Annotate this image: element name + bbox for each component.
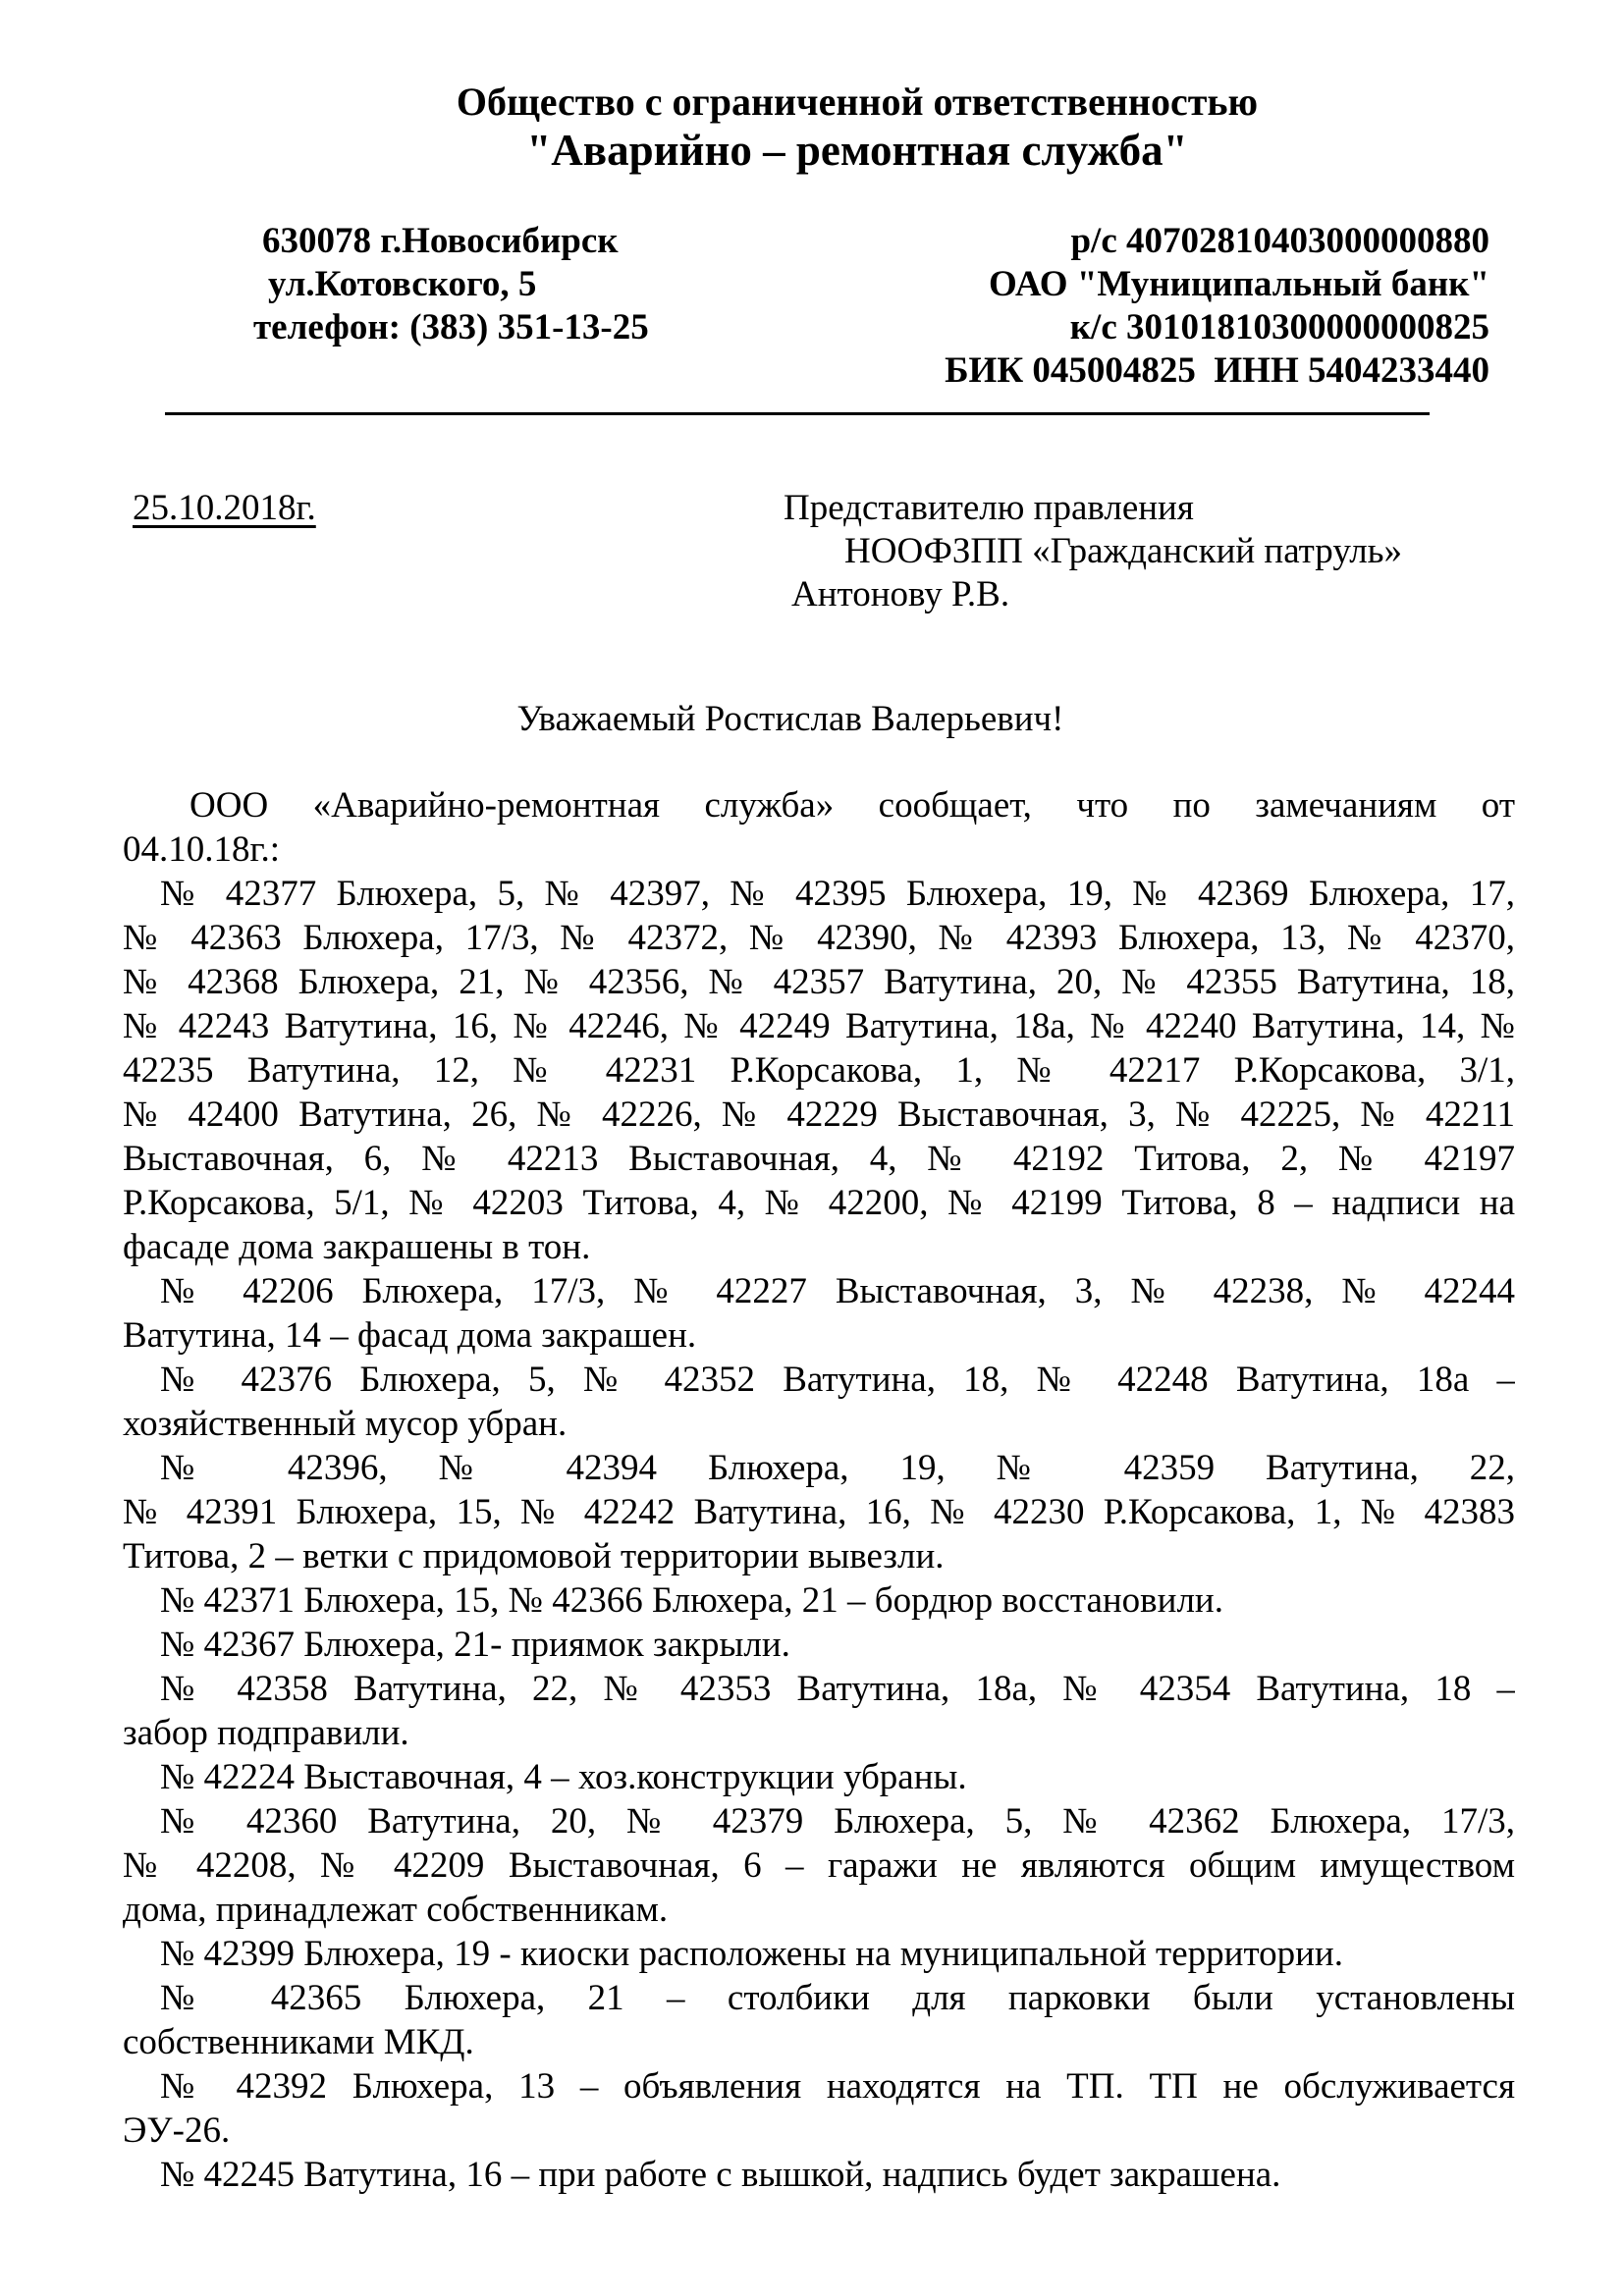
body-line: № 42367 Блюхера, 21- приямок закрыли.	[160, 1625, 790, 1665]
body-line: № 42360 Ватутина, 20, № 42379 Блюхера, 5, № 42362 Блюхера, 17/3,	[160, 1801, 1515, 1842]
addressee-line: Антонову Р.В.	[791, 574, 1010, 614]
salutation: Уважаемый Ростислав Валерьевич!	[516, 699, 1064, 739]
body-line: № 42368 Блюхера, 21, № 42356, № 42357 Ватутина, 20, № 42355 Ватутина, 18,	[123, 962, 1515, 1002]
body-line: Титова, 2 – ветки с придомовой территории вывезли.	[123, 1536, 945, 1576]
body-line: № 42245 Ватутина, 16 – при работе с вышкой, надпись будет закрашена.	[160, 2155, 1281, 2195]
addressee-block	[784, 487, 1402, 616]
body-line: № 42400 Ватутина, 26, № 42226, № 42229 Выставочная, 3, № 42225, № 42211	[123, 1095, 1515, 1135]
bank-bik-inn-line: БИК 045004825 ИНН 5404233440	[945, 350, 1489, 391]
body-line: хозяйственный мусор убран.	[123, 1404, 568, 1444]
letterhead-bank-details	[802, 220, 1489, 393]
letterhead-org-type: Общество с ограниченной ответственностью	[456, 80, 1259, 124]
body-line: № 42396, № 42394 Блюхера, 19, № 42359 Ватутина, 22,	[160, 1448, 1515, 1488]
body-line: № 42391 Блюхера, 15, № 42242 Ватутина, 16, № 42230 Р.Корсакова, 1, № 42383	[123, 1492, 1515, 1532]
body-line: № 42358 Ватутина, 22, № 42353 Ватутина, 18а, № 42354 Ватутина, 18 –	[160, 1669, 1515, 1709]
body-line: фасаде дома закрашены в тон.	[123, 1227, 591, 1267]
body-line: № 42363 Блюхера, 17/3, № 42372, № 42390, № 42393 Блюхера, 13, № 42370,	[123, 918, 1515, 958]
body-line: Р.Корсакова, 5/1, № 42203 Титова, 4, № 42200, № 42199 Титова, 8 – надписи на	[123, 1183, 1515, 1223]
letterhead-org-name: "Аварийно – ремонтная служба"	[526, 126, 1188, 175]
letterhead-phone-line: телефон: (383) 351-13-25	[253, 307, 649, 347]
body-line: № 42399 Блюхера, 19 - киоски расположены на муниципальной территории.	[160, 1934, 1343, 1974]
body-line: № 42208, № 42209 Выставочная, 6 – гаражи не являются общим имуществом	[123, 1845, 1515, 1886]
body-line: ООО «Аварийно-ремонтная служба» сообщает, что по замечаниям от	[189, 785, 1515, 826]
body-line: Выставочная, 6, № 42213 Выставочная, 4, № 42192 Титова, 2, № 42197	[123, 1139, 1515, 1179]
body-line: № 42392 Блюхера, 13 – объявления находятся на ТП. ТП не обслуживается	[160, 2066, 1515, 2107]
addressee-line: НООФЗПП «Гражданский патруль»	[844, 531, 1403, 571]
body-line: забор подправили.	[123, 1713, 409, 1753]
body-line: № 42376 Блюхера, 5, № 42352 Ватутина, 18, № 42248 Ватутина, 18а –	[160, 1360, 1515, 1400]
letterhead-divider	[165, 412, 1430, 415]
letterhead-address-line: ул.Котовского, 5	[268, 264, 537, 304]
body-line: ЭУ-26.	[123, 2110, 231, 2151]
bank-account-line: р/с 40702810403000000880	[1070, 221, 1489, 261]
body-line: № 42365 Блюхера, 21 – столбики для парковки были установлены	[160, 1978, 1515, 2018]
bank-name-line: ОАО "Муниципальный банк"	[988, 264, 1489, 304]
addressee-line: Представителю правления	[784, 488, 1194, 528]
body-line: дома, принадлежат собственникам.	[123, 1890, 669, 1930]
body-line: 42235 Ватутина, 12, № 42231 Р.Корсакова, 1, № 42217 Р.Корсакова, 3/1,	[123, 1050, 1515, 1091]
body-line: № 42377 Блюхера, 5, № 42397, № 42395 Блюхера, 19, № 42369 Блюхера, 17,	[160, 874, 1515, 914]
letter-body	[123, 783, 1515, 2197]
letter-date: 25.10.2018г.	[133, 488, 316, 528]
bank-corr-account-line: к/с 30101810300000000825	[1069, 307, 1489, 347]
body-line: № 42224 Выставочная, 4 – хоз.конструкции убраны.	[160, 1757, 967, 1797]
body-line: № 42243 Ватутина, 16, № 42246, № 42249 Ватутина, 18а, № 42240 Ватутина, 14, №	[123, 1006, 1515, 1046]
body-line: Ватутина, 14 – фасад дома закрашен.	[123, 1315, 697, 1356]
body-line: № 42371 Блюхера, 15, № 42366 Блюхера, 21 – бордюр восстановили.	[160, 1580, 1223, 1621]
body-line: № 42206 Блюхера, 17/3, № 42227 Выставочная, 3, № 42238, № 42244	[160, 1271, 1515, 1311]
letterhead-address-line: 630078 г.Новосибирск	[262, 221, 619, 261]
body-line: 04.10.18г.:	[123, 829, 281, 870]
body-line: собственниками МКД.	[123, 2022, 474, 2062]
